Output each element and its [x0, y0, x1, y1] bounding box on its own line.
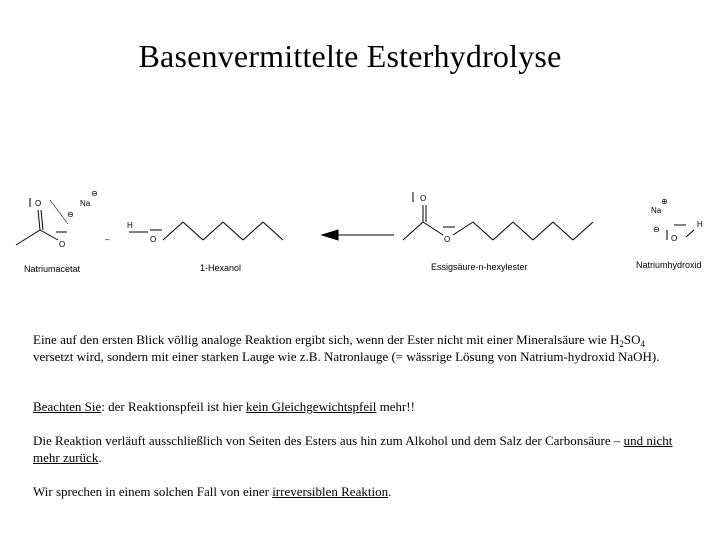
- ester-structure: [403, 192, 593, 240]
- p2-underlined-1: Beachten Sie: [33, 399, 102, 414]
- reaction-arrow: [322, 230, 394, 240]
- hexanol-o: O: [150, 235, 157, 244]
- p4-text-a: Wir sprechen in einem solchen Fall von einer: [33, 484, 273, 499]
- naoh-minus: ⊖: [653, 225, 660, 234]
- charge-dash: –: [105, 235, 110, 244]
- paragraph-conclusion: [33, 483, 673, 500]
- p3-text-b: .: [98, 450, 102, 465]
- naoh-na: Na: [651, 206, 662, 215]
- p2-text-b: mehr!!: [376, 399, 415, 414]
- paragraph-intro: [33, 331, 673, 365]
- p1-text-b: versetzt wird, sondern mit einer starken Lauge wie z.B. Natronlauge (= wässrige Lösung von Natrium-hydroxid NaOH).: [33, 349, 660, 364]
- label-ester: Essigsäure-n-hexylester: [431, 262, 528, 272]
- p2-underlined-2: kein Gleichgewichtspfeil: [246, 399, 377, 414]
- p4-underlined: irreversiblen Reaktion: [272, 484, 389, 499]
- p1-sub-4: 4: [640, 339, 646, 349]
- page-title: Basenvermittelte Esterhydrolyse: [138, 38, 562, 74]
- label-natriumacetat: Natriumacetat: [24, 264, 81, 274]
- p3-underlined: und nicht mehr zurück: [33, 433, 673, 465]
- hexanol-h: H: [127, 221, 133, 230]
- acetate-o: O: [59, 240, 66, 249]
- p1-so: SO: [623, 332, 641, 347]
- label-hexanol: 1-Hexanol: [200, 263, 242, 273]
- naoh-h: H: [697, 220, 703, 229]
- acetate-na: Na: [80, 199, 91, 208]
- naoh-o: O: [671, 234, 678, 243]
- natriumacetat-structure: [16, 198, 68, 245]
- p1-text-a: Eine auf den ersten Blick völlig analoge Reaktion ergibt sich, wenn der Ester nicht mit einer Mineralsäure wie H: [33, 332, 620, 347]
- paragraph-direction: [33, 432, 673, 466]
- acetate-minus-2: ⊖: [67, 210, 74, 219]
- acetate-carbonyl-o: O: [35, 199, 42, 208]
- ester-carbonyl-o: O: [420, 194, 427, 203]
- paragraph-note: [33, 398, 673, 415]
- acetate-minus-1: ⊖: [91, 189, 98, 198]
- naoh-plus: ⊕: [661, 197, 668, 206]
- ester-o: O: [444, 235, 451, 244]
- p4-text-b: .: [388, 484, 392, 499]
- label-natriumhydroxid: Natriumhydroxid: [636, 260, 702, 270]
- p1-sub-2: 2: [619, 339, 624, 349]
- reaction-scheme: [0, 180, 720, 280]
- p2-text-a: : der Reaktionspfeil ist hier: [101, 399, 247, 414]
- p3-text-a: Die Reaktion verläuft ausschließlich von Seiten des Esters aus hin zum Alkohol und dem Salz der Carbonsäure –: [33, 433, 624, 448]
